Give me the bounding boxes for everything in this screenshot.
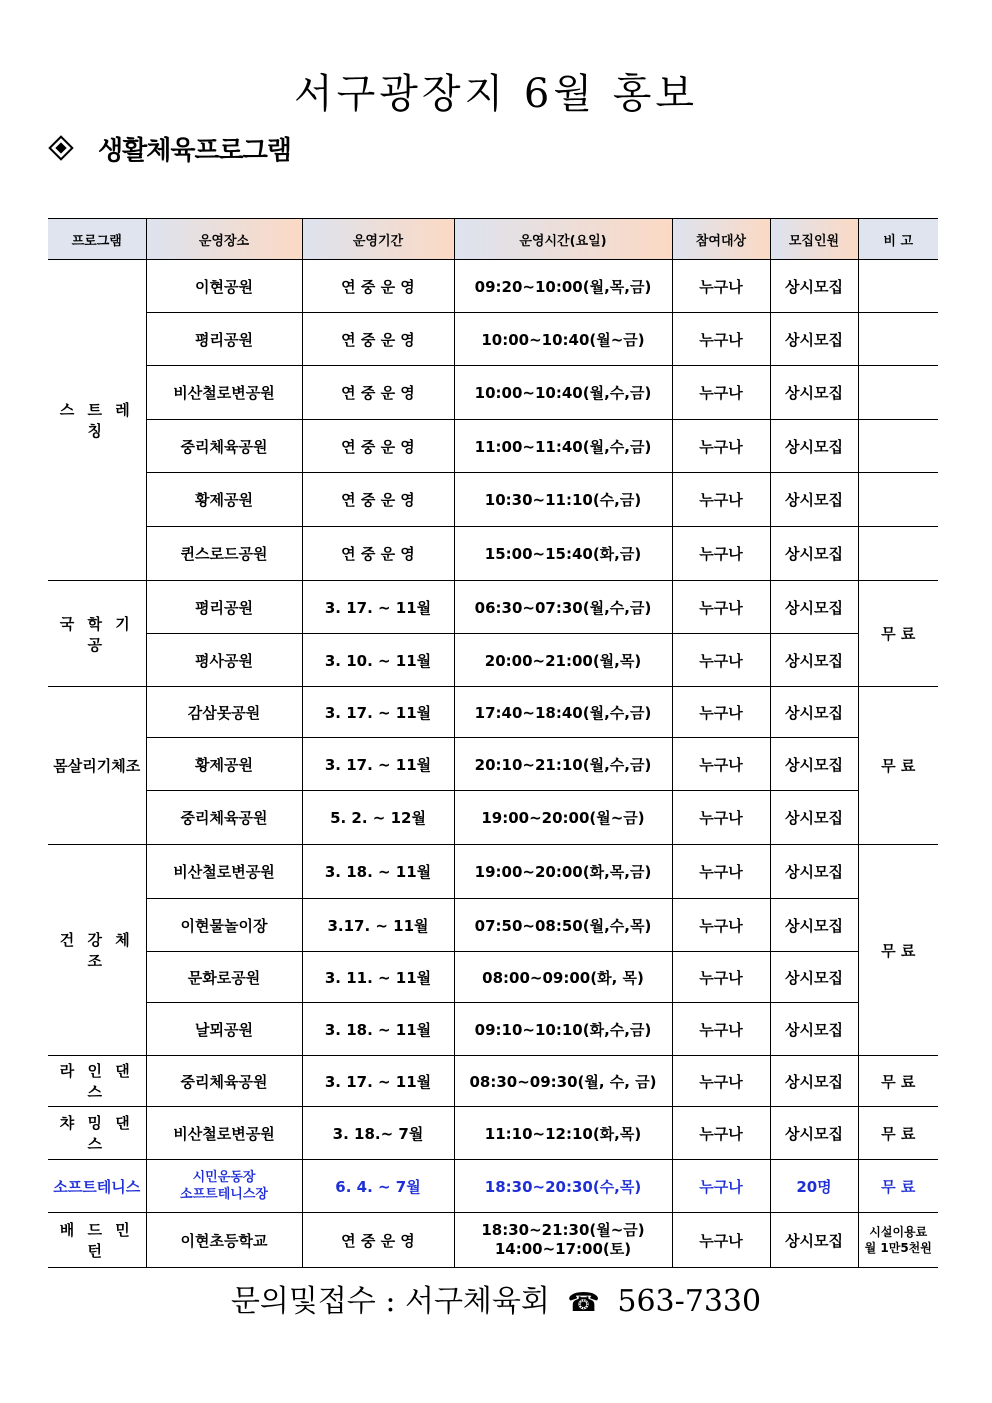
place-cell: 이현물놀이장: [146, 899, 302, 952]
table-row: [48, 952, 938, 1003]
contact-phone: 563-7330: [617, 1284, 762, 1319]
program-table: [48, 218, 938, 1268]
table-row: [48, 1160, 938, 1213]
note-cell: [858, 366, 938, 420]
place-line: 시민운동장: [192, 1170, 256, 1185]
target-cell: 누구나: [672, 313, 770, 366]
time-cell: 19:00~20:00(화,목,금): [454, 845, 672, 899]
note-cell: 무 료: [858, 687, 938, 845]
note-line: 시설이용료: [869, 1225, 928, 1239]
time-cell: 15:00~15:40(화,금): [454, 527, 672, 581]
place-cell: 황제공원: [146, 473, 302, 527]
period-cell: 연 중 운 영: [302, 313, 454, 366]
period-cell: 3.17. ~ 11월: [302, 899, 454, 952]
recruit-cell: 상시모집: [770, 420, 858, 473]
table-row: [48, 687, 938, 738]
note-cell: 무 료: [858, 1056, 938, 1107]
period-cell: 연 중 운 영: [302, 420, 454, 473]
period-cell: 3. 17. ~ 11월: [302, 687, 454, 738]
period-cell: 3. 17. ~ 11월: [302, 1056, 454, 1107]
table-row: [48, 899, 938, 952]
contact-label: 문의및접수 : 서구체육회: [230, 1284, 550, 1319]
place-cell: 이현공원: [146, 260, 302, 313]
diamond-bullet-icon: [46, 133, 76, 163]
target-cell: 누구나: [672, 738, 770, 791]
target-cell: 누구나: [672, 1160, 770, 1213]
time-cell: 07:50~08:50(월,수,목): [454, 899, 672, 952]
table-row: [48, 260, 938, 313]
place-cell: 이현초등학교: [146, 1213, 302, 1268]
header-period: 운영기간: [302, 219, 454, 260]
recruit-cell: 상시모집: [770, 1003, 858, 1056]
target-cell: 누구나: [672, 420, 770, 473]
time-cell: 08:30~09:30(월, 수, 금): [454, 1056, 672, 1107]
time-cell: 10:30~11:10(수,금): [454, 473, 672, 527]
program-name: 라 인 댄 스: [48, 1056, 146, 1107]
table-row: [48, 791, 938, 845]
table-row: [48, 738, 938, 791]
program-name: 몸살리기체조: [48, 687, 146, 845]
time-cell: 11:00~11:40(월,수,금): [454, 420, 672, 473]
time-cell: 10:00~10:40(월~금): [454, 313, 672, 366]
target-cell: 누구나: [672, 1107, 770, 1160]
note-cell: 무 료: [858, 845, 938, 1056]
contact-footer: [0, 1276, 992, 1320]
time-cell: 20:00~21:00(월,목): [454, 634, 672, 687]
period-cell: 연 중 운 영: [302, 366, 454, 420]
recruit-cell: 상시모집: [770, 952, 858, 1003]
recruit-cell: 상시모집: [770, 791, 858, 845]
recruit-cell: 20명: [770, 1160, 858, 1213]
recruit-cell: 상시모집: [770, 366, 858, 420]
time-cell: 19:00~20:00(월~금): [454, 791, 672, 845]
recruit-cell: 상시모집: [770, 738, 858, 791]
note-cell: 무 료: [858, 1160, 938, 1213]
period-cell: 3. 17. ~ 11월: [302, 581, 454, 634]
table-row: [48, 420, 938, 473]
table-row: [48, 1213, 938, 1268]
place-cell: 퀸스로드공원: [146, 527, 302, 581]
period-cell: 3. 17. ~ 11월: [302, 738, 454, 791]
time-cell: [454, 1213, 672, 1268]
place-line: 소프트테니스장: [180, 1187, 268, 1202]
section-label: 생활체육프로그램: [98, 135, 291, 166]
period-cell: 연 중 운 영: [302, 527, 454, 581]
recruit-cell: 상시모집: [770, 687, 858, 738]
place-cell: 비산철로변공원: [146, 845, 302, 899]
target-cell: 누구나: [672, 845, 770, 899]
note-cell: 무 료: [858, 1107, 938, 1160]
program-name: 국 학 기 공: [48, 581, 146, 687]
recruit-cell: 상시모집: [770, 527, 858, 581]
period-cell: 3. 11. ~ 11월: [302, 952, 454, 1003]
target-cell: 누구나: [672, 366, 770, 420]
section-heading: [46, 128, 291, 168]
recruit-cell: 상시모집: [770, 581, 858, 634]
period-cell: 3. 10. ~ 11월: [302, 634, 454, 687]
period-cell: 6. 4. ~ 7월: [302, 1160, 454, 1213]
place-cell: 비산철로변공원: [146, 366, 302, 420]
recruit-cell: 상시모집: [770, 313, 858, 366]
recruit-cell: 상시모집: [770, 1213, 858, 1268]
target-cell: 누구나: [672, 952, 770, 1003]
table-row: [48, 473, 938, 527]
place-cell: 중리체육공원: [146, 420, 302, 473]
period-cell: 연 중 운 영: [302, 1213, 454, 1268]
page-title: 서구광장지 6월 홍보: [294, 71, 698, 117]
period-cell: 3. 18.~ 7월: [302, 1107, 454, 1160]
time-cell: 09:20~10:00(월,목,금): [454, 260, 672, 313]
place-cell: 문화로공원: [146, 952, 302, 1003]
time-cell: 20:10~21:10(월,수,금): [454, 738, 672, 791]
table-row: [48, 1107, 938, 1160]
recruit-cell: 상시모집: [770, 260, 858, 313]
target-cell: 누구나: [672, 1003, 770, 1056]
program-name: 스 트 레 칭: [48, 260, 146, 581]
note-cell: [858, 527, 938, 581]
period-cell: 연 중 운 영: [302, 473, 454, 527]
place-cell: 감삼못공원: [146, 687, 302, 738]
place-cell: 날뫼공원: [146, 1003, 302, 1056]
note-cell: [858, 260, 938, 313]
recruit-cell: 상시모집: [770, 899, 858, 952]
recruit-cell: 상시모집: [770, 473, 858, 527]
place-cell: 중리체육공원: [146, 1056, 302, 1107]
note-cell: 무 료: [858, 581, 938, 687]
note-cell: [858, 1213, 938, 1268]
target-cell: 누구나: [672, 687, 770, 738]
time-cell: 08:00~09:00(화, 목): [454, 952, 672, 1003]
header-target: 참여대상: [672, 219, 770, 260]
program-name: 배 드 민 턴: [48, 1213, 146, 1268]
place-cell: 중리체육공원: [146, 791, 302, 845]
time-line: 14:00~17:00(토): [494, 1240, 632, 1258]
target-cell: 누구나: [672, 1213, 770, 1268]
table-row: [48, 581, 938, 634]
period-cell: 연 중 운 영: [302, 260, 454, 313]
note-cell: [858, 313, 938, 366]
table-row: [48, 634, 938, 687]
program-name: 건 강 체 조: [48, 845, 146, 1056]
table-row: [48, 845, 938, 899]
period-cell: 5. 2. ~ 12월: [302, 791, 454, 845]
time-cell: 10:00~10:40(월,수,금): [454, 366, 672, 420]
target-cell: 누구나: [672, 899, 770, 952]
place-cell: 평리공원: [146, 581, 302, 634]
time-cell: 09:10~10:10(화,수,금): [454, 1003, 672, 1056]
place-cell: [146, 1160, 302, 1213]
period-cell: 3. 18. ~ 11월: [302, 1003, 454, 1056]
header-note: 비 고: [858, 219, 938, 260]
table-header-row: [48, 219, 938, 260]
telephone-icon: ☎: [567, 1288, 600, 1318]
table-row: [48, 366, 938, 420]
time-cell: 18:30~20:30(수,목): [454, 1160, 672, 1213]
recruit-cell: 상시모집: [770, 845, 858, 899]
time-cell: 17:40~18:40(월,수,금): [454, 687, 672, 738]
table-row: [48, 1056, 938, 1107]
time-line: 18:30~21:30(월~금): [481, 1221, 645, 1239]
target-cell: 누구나: [672, 581, 770, 634]
header-recruit: 모집인원: [770, 219, 858, 260]
place-cell: 평리공원: [146, 313, 302, 366]
target-cell: 누구나: [672, 527, 770, 581]
place-cell: 황제공원: [146, 738, 302, 791]
table-row: [48, 527, 938, 581]
target-cell: 누구나: [672, 791, 770, 845]
place-cell: 비산철로변공원: [146, 1107, 302, 1160]
table-row: [48, 313, 938, 366]
target-cell: 누구나: [672, 634, 770, 687]
table-row: [48, 1003, 938, 1056]
header-program: 프로그램: [48, 219, 146, 260]
target-cell: 누구나: [672, 1056, 770, 1107]
note-line: 월 1만5천원: [864, 1241, 932, 1255]
place-cell: 평사공원: [146, 634, 302, 687]
program-name: 챠 밍 댄 스: [48, 1107, 146, 1160]
recruit-cell: 상시모집: [770, 634, 858, 687]
program-name: 소프트테니스: [48, 1160, 146, 1213]
recruit-cell: 상시모집: [770, 1107, 858, 1160]
time-cell: 11:10~12:10(화,목): [454, 1107, 672, 1160]
note-cell: [858, 473, 938, 527]
note-cell: [858, 420, 938, 473]
recruit-cell: 상시모집: [770, 1056, 858, 1107]
target-cell: 누구나: [672, 260, 770, 313]
header-place: 운영장소: [146, 219, 302, 260]
period-cell: 3. 18. ~ 11월: [302, 845, 454, 899]
target-cell: 누구나: [672, 473, 770, 527]
time-cell: 06:30~07:30(월,수,금): [454, 581, 672, 634]
header-time: 운영시간(요일): [454, 219, 672, 260]
